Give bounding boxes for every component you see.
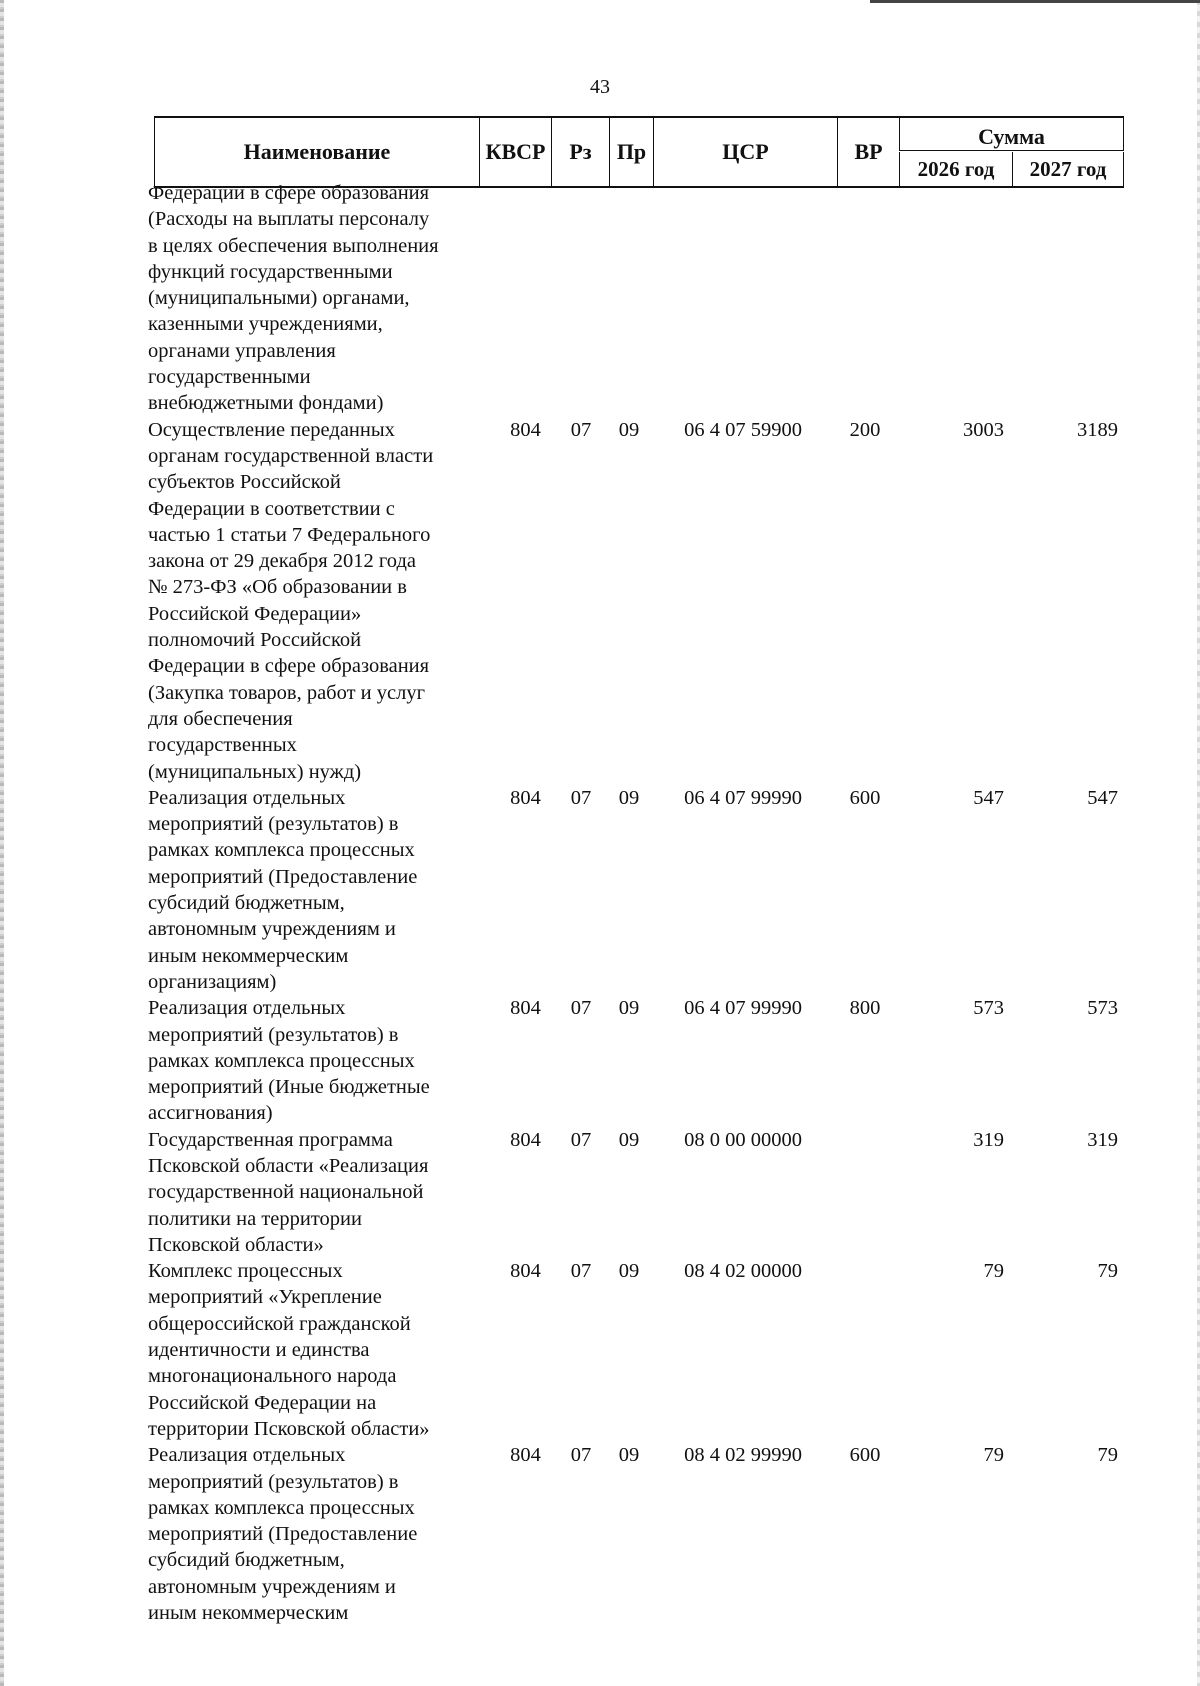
row-csr: 08 0 00 00000 [684, 1128, 802, 1151]
row-name: Федерации в сфере образования (Расходы на выплаты персоналу в целях обеспечения выполнения функций государственными (муниципальными) органами, казенными учреждениями, органами управления государственными внебюджетными фондами) [148, 182, 439, 415]
header-rz: Рз [551, 118, 609, 186]
row-name: Комплекс процессных мероприятий «Укрепление общероссийской гражданской идентичности и единства многонационального народа Российской Федерации на территории Псковской области» [148, 1260, 430, 1440]
table-row [148, 417, 1128, 785]
table-header [154, 116, 1124, 188]
header-year-2026: 2026 год [899, 152, 1012, 186]
row-sum-2027: 319 [1087, 1128, 1118, 1151]
row-kvsr: 804 [510, 418, 541, 441]
table-row [148, 995, 1128, 1126]
table-row [148, 1442, 1128, 1626]
row-kvsr: 804 [510, 997, 541, 1020]
row-sum-2026: 79 [983, 1444, 1004, 1467]
header-vr: ВР [837, 118, 899, 186]
row-pr: 09 [618, 1260, 640, 1283]
row-vr: 600 [849, 786, 881, 809]
table-body [148, 180, 1128, 1626]
header-sum: Сумма [899, 118, 1124, 150]
row-vr: 600 [849, 1444, 881, 1467]
row-rz: 07 [570, 1260, 592, 1283]
row-csr: 08 4 02 99990 [684, 1444, 802, 1467]
row-name: Осуществление переданных органам государственной власти субъектов Российской Федерации в соответствии с частью 1 статьи 7 Федерального закона от 29 декабря 2012 года № 273-ФЗ «Об образовании в Российской Федерации» полномочий Российской Федерации в сфере образования (Закупка товаров, работ и услуг для обеспечения государственных (муниципальных) нужд) [148, 418, 434, 783]
row-pr: 09 [618, 418, 640, 441]
row-csr: 08 4 02 00000 [684, 1260, 802, 1283]
row-sum-2027: 79 [1097, 1260, 1118, 1283]
row-name: Реализация отдельных мероприятий (результатов) в рамках комплекса процессных мероприятий (Предоставление субсидий бюджетным, автономным учреждениям и иным некоммерческим [148, 1444, 418, 1625]
page-number: 43 [590, 76, 610, 98]
row-vr: 200 [849, 418, 881, 441]
scan-edge-left [0, 0, 4, 1686]
row-csr: 06 4 07 59900 [684, 418, 802, 441]
row-csr: 06 4 07 99990 [684, 997, 802, 1020]
row-sum-2026: 79 [983, 1260, 1004, 1283]
row-rz: 07 [570, 1444, 592, 1467]
table-row [148, 1127, 1128, 1258]
header-pr: Пр [609, 118, 653, 186]
row-pr: 09 [618, 1128, 640, 1151]
scan-edge-top [870, 0, 1200, 3]
row-rz: 07 [570, 418, 592, 441]
header-year-2027: 2027 год [1012, 152, 1124, 186]
row-pr: 09 [618, 786, 640, 809]
row-sum-2026: 3003 [963, 418, 1004, 441]
row-sum-2026: 319 [973, 1128, 1004, 1151]
row-rz: 07 [570, 786, 592, 809]
row-sum-2027: 79 [1097, 1444, 1118, 1467]
row-vr: 800 [849, 997, 881, 1020]
row-csr: 06 4 07 99990 [684, 786, 802, 809]
row-kvsr: 804 [510, 1128, 541, 1151]
row-sum-2027: 573 [1087, 997, 1118, 1020]
table-row [148, 1258, 1128, 1442]
row-name: Реализация отдельных мероприятий (результатов) в рамках комплекса процессных мероприятий (Иные бюджетные ассигнования) [148, 997, 430, 1125]
table-row [148, 785, 1128, 995]
row-sum-2027: 3189 [1077, 418, 1118, 441]
header-sum-divider [899, 150, 1124, 151]
row-sum-2026: 573 [973, 997, 1004, 1020]
row-sum-2027: 547 [1087, 786, 1118, 809]
row-sum-2026: 547 [973, 786, 1004, 809]
header-kvsr: КВСР [479, 118, 551, 186]
row-name: Государственная программа Псковской области «Реализация государственной национальной политики на территории Псковской области» [148, 1128, 429, 1256]
row-kvsr: 804 [510, 1260, 541, 1283]
row-kvsr: 804 [510, 786, 541, 809]
row-kvsr: 804 [510, 1444, 541, 1467]
table-row [148, 180, 1128, 417]
row-name: Реализация отдельных мероприятий (результатов) в рамках комплекса процессных мероприятий (Предоставление субсидий бюджетным, автономным учреждениям и иным некоммерческим организациям) [148, 786, 418, 993]
header-name: Наименование [154, 118, 479, 186]
row-pr: 09 [618, 1444, 640, 1467]
header-csr: ЦСР [653, 118, 837, 186]
row-rz: 07 [570, 997, 592, 1020]
row-rz: 07 [570, 1128, 592, 1151]
row-pr: 09 [618, 997, 640, 1020]
